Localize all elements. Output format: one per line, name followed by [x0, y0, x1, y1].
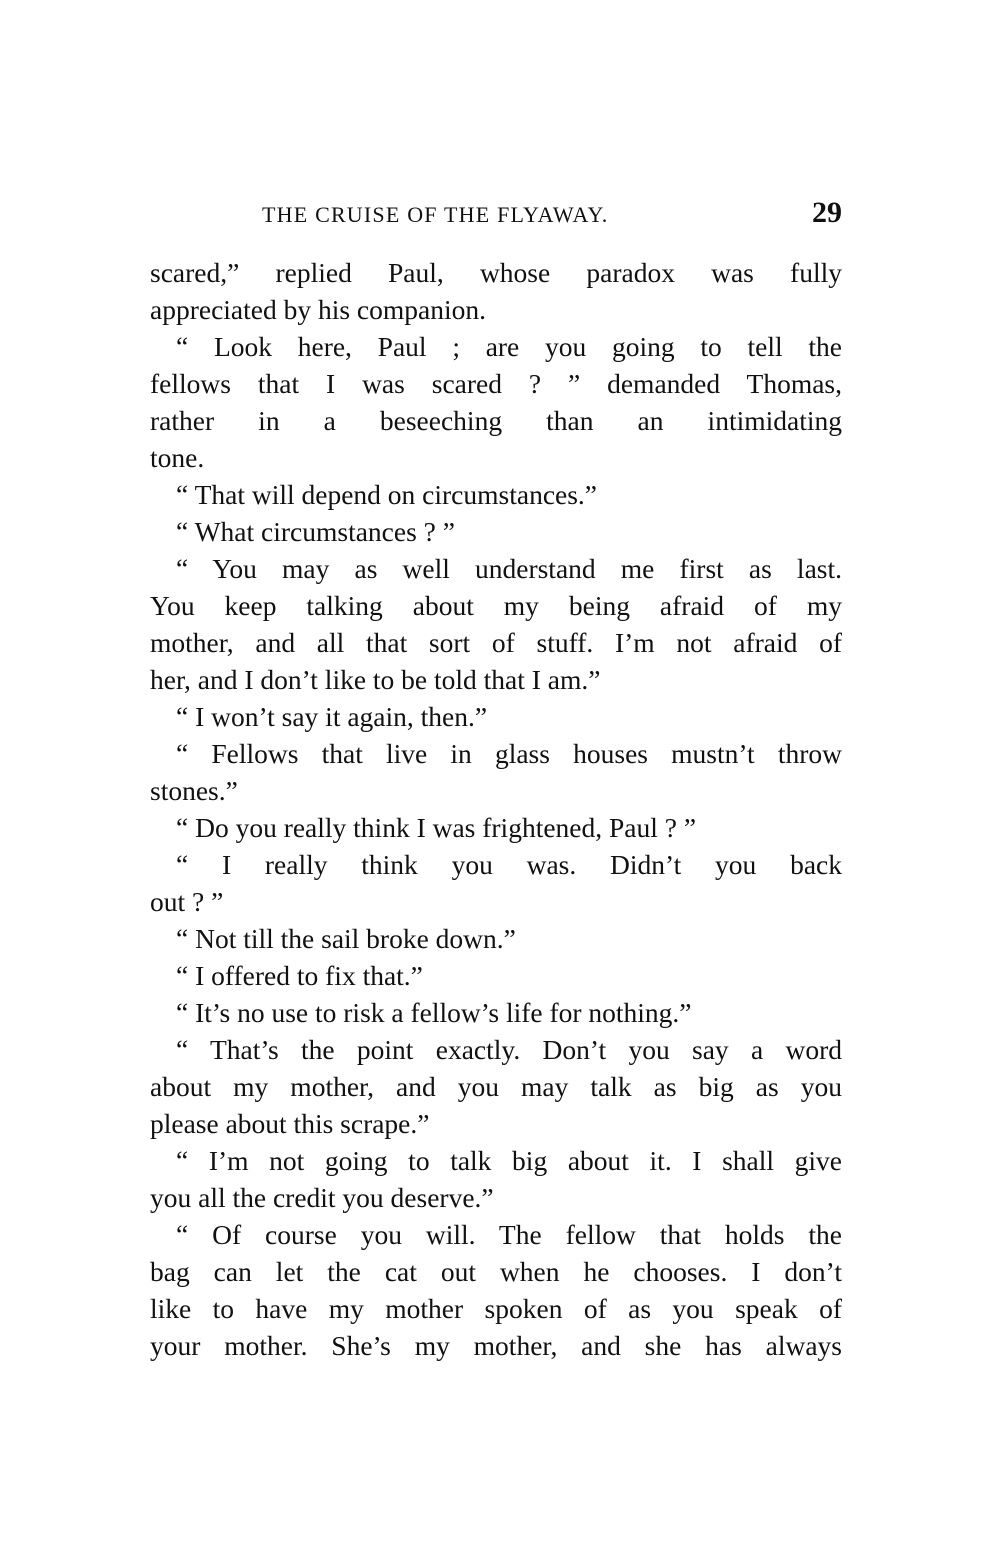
text-line: “ I really think you was. Didn’t you back — [176, 849, 842, 880]
text-line: tone. — [150, 442, 205, 473]
page-number: 29 — [812, 196, 842, 229]
text-line: “ It’s no use to risk a fellow’s life for nothing.” — [176, 997, 692, 1028]
text-line: bag can let the cat out when he chooses. I don’t — [150, 1256, 842, 1287]
text-line: “ That’s the point exactly. Don’t you say a word — [176, 1034, 842, 1065]
text-line: “ What circumstances ? ” — [176, 516, 455, 547]
text-line: please about this scrape.” — [150, 1108, 430, 1139]
text-line: out ? ” — [150, 886, 224, 917]
text-line: about my mother, and you may talk as big as you — [150, 1071, 842, 1102]
running-head — [150, 196, 842, 236]
text-line: “ I offered to fix that.” — [176, 960, 423, 991]
text-line: “ Do you really think I was frightened, Paul ? ” — [176, 812, 697, 843]
text-line: “ I’m not going to talk big about it. I shall give — [176, 1145, 842, 1176]
text-line: appreciated by his companion. — [150, 294, 487, 325]
text-line: like to have my mother spoken of as you speak of — [150, 1293, 842, 1324]
text-line: rather in a beseeching than an intimidating — [150, 405, 842, 436]
body-text — [150, 254, 842, 1364]
text-line: “ You may as well understand me first as last. — [176, 553, 842, 584]
text-line: mother, and all that sort of stuff. I’m not afraid of — [150, 627, 842, 658]
text-line: “ Of course you will. The fellow that holds the — [176, 1219, 842, 1250]
text-line: “ Fellows that live in glass houses mustn’t throw — [176, 738, 842, 769]
text-line: stones.” — [150, 775, 238, 806]
text-line: You keep talking about my being afraid of my — [150, 590, 842, 621]
text-line: fellows that I was scared ? ” demanded Thomas, — [150, 368, 842, 399]
text-line: your mother. She’s my mother, and she has always — [150, 1330, 842, 1361]
text-line: her, and I don’t like to be told that I am.” — [150, 664, 601, 695]
text-line: scared,” replied Paul, whose paradox was fully — [150, 257, 842, 288]
text-line: “ Look here, Paul ; are you going to tell the — [176, 331, 842, 362]
text-line: “ Not till the sail broke down.” — [176, 923, 516, 954]
text-line: you all the credit you deserve.” — [150, 1182, 494, 1213]
running-title: THE CRUISE OF THE FLYAWAY. — [262, 202, 609, 227]
text-line: “ That will depend on circumstances.” — [176, 479, 598, 510]
text-line: “ I won’t say it again, then.” — [176, 701, 488, 732]
